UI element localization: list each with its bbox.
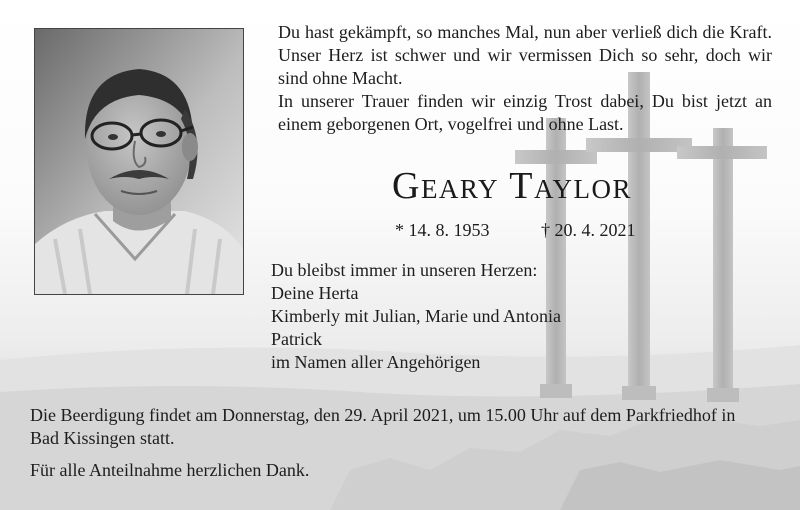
mourners-line: Patrick: [271, 329, 322, 349]
birth-date: * 14. 8. 1953: [395, 220, 490, 240]
portrait-photo: [34, 28, 244, 295]
mourners-line: Deine Herta: [271, 283, 359, 303]
funeral-announcement: Die Beerdigung findet am Donnerstag, den 29. April 2021, um 15.00 Uhr auf dem Parkfriedhof in Bad Kissingen statt.: [30, 405, 736, 448]
poem-paragraph: In unserer Trauer finden wir einzig Trost dabei, Du bist jetzt an einem geborgenen Ort, vogelfrei und ohne Last.: [278, 91, 772, 134]
portrait-icon: [35, 29, 243, 294]
thanks-note: Für alle Anteilnahme herzlichen Dank.: [30, 460, 310, 480]
mourners-list: [271, 259, 561, 374]
mourners-line: Kimberly mit Julian, Marie und Antonia: [271, 306, 561, 326]
poem-text: [278, 21, 772, 136]
mourners-line: im Namen aller Angehörigen: [271, 352, 481, 372]
death-date: † 20. 4. 2021: [541, 220, 636, 240]
poem-paragraph: Du hast gekämpft, so manches Mal, nun aber verließ dich die Kraft. Unser Herz ist schwer und wir vermissen Dich so sehr, doch wir sind ohne Macht.: [278, 22, 772, 88]
deceased-name: Geary Taylor: [392, 165, 632, 207]
mourners-line: Du bleibst immer in unseren Herzen:: [271, 260, 538, 280]
